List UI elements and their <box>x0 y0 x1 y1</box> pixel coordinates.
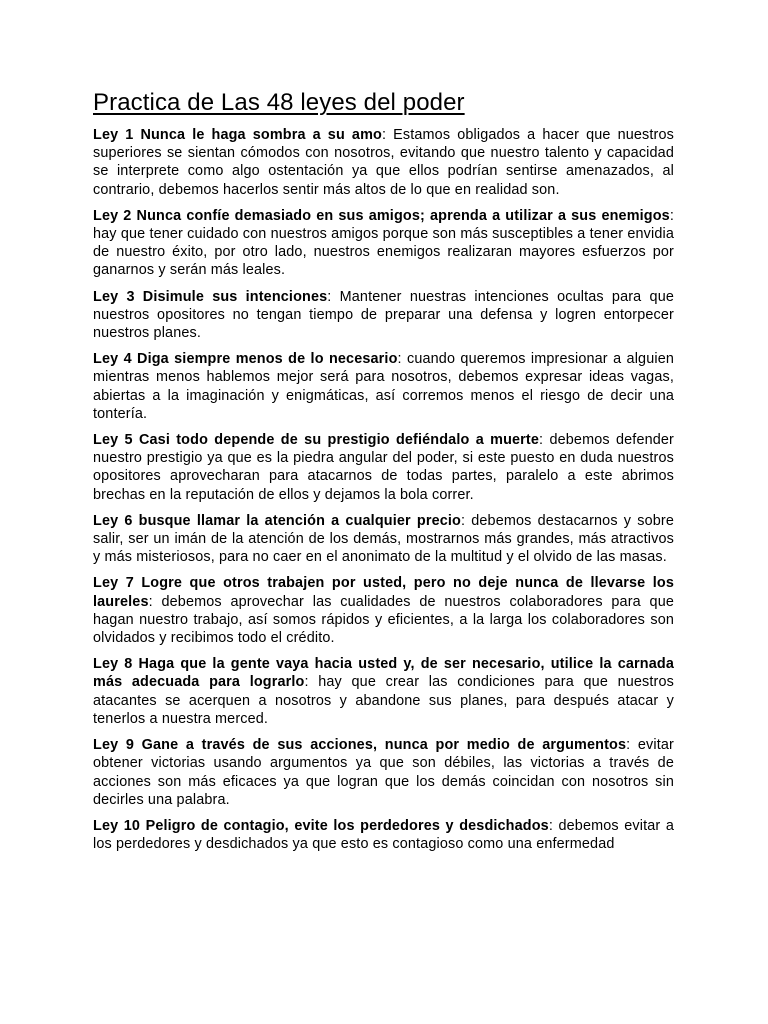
law-heading: Ley 8 Haga que la gente vaya hacia usted y, de ser necesario, utilice la carnada más adecuada para lograrlo <box>93 656 674 691</box>
law-heading: Ley 9 Gane a través de sus acciones, nunca por medio de argumentos <box>93 737 627 754</box>
law-text: hay que tener cuidado con nuestros amigos porque son más susceptibles a tener envidia de nuestro éxito, por otro lado, nuestros enemigos realizaran mayores esfuerzos por ganarnos y serán más leales. <box>93 226 674 279</box>
law-heading: Ley 2 Nunca confíe demasiado en sus amigos; aprenda a utilizar a sus enemigos <box>93 207 670 224</box>
law-heading: Ley 1 Nunca le haga sombra a su amo <box>93 127 382 143</box>
law-paragraph-8 <box>93 655 674 728</box>
law-separator: : <box>148 593 162 610</box>
law-separator: : <box>539 432 550 449</box>
law-paragraph-1 <box>93 126 674 199</box>
law-text: debemos defender nuestro prestigio ya que es la piedra angular del poder, si este puesto en duda nuestros opositores aprovecharan para atacarnos de todas partes, paralelo a este abrimos brechas en la reputación de ellos y dejamos la bola correr. <box>93 432 674 503</box>
law-text: Estamos obligados a hacer que nuestros superiores se sientan cómodos con nosotros, evitando que nuestro talento y capacidad se interprete como algo ostentación ya que ellos podrían sentirse amenazados, al contrario, debemos hacerlos sentir más altos de lo que en realidad son. <box>93 127 674 198</box>
law-separator: : <box>381 127 394 143</box>
law-text: cuando queremos impresionar a alguien mientras menos hablemos mejor será para nosotros, debemos expresar ideas vagas, abiertas a la imaginación y enigmáticas, así corremos menos el riesgo de decir una tontería. <box>93 351 675 422</box>
law-paragraph-7 <box>93 574 674 647</box>
law-separator: : <box>460 512 472 529</box>
law-text: Mantener nuestras intenciones ocultas para que nuestros opositores no tengan tiempo de preparar una defensa y logren entorpecer nuestros planes. <box>93 288 674 342</box>
law-text: debemos evitar a los perdedores y desdichados ya que esto es contagioso como una enfermedad <box>93 817 675 853</box>
law-paragraph-2 <box>93 207 674 280</box>
law-text: hay que crear las condiciones para que nuestros atacantes se acerquen a nosotros y abandone sus planes, para después atacar y tenerlos a nuestra merced. <box>93 674 674 727</box>
law-separator: : <box>327 288 340 305</box>
law-heading: Ley 6 busque llamar la atención a cualquier precio <box>93 512 461 529</box>
law-separator: : <box>304 674 319 691</box>
law-heading: Ley 10 Peligro de contagio, evite los perdedores y desdichados <box>93 817 549 834</box>
law-paragraph-9 <box>93 736 674 809</box>
law-paragraph-3 <box>93 288 674 343</box>
law-separator: : <box>397 351 407 368</box>
law-paragraph-5 <box>93 431 674 504</box>
law-text: evitar obtener victorias usando argumentos ya que son débiles, las victorias a través de acciones son más eficaces ya que logran que los demás coincidan con nosotros sin decirles una palabra. <box>93 737 674 808</box>
law-paragraph-6 <box>93 512 674 567</box>
law-text: debemos aprovechar las cualidades de nuestros colaboradores para que hagan nuestro trabajo, así somos rápidos y eficientes, a la larga los colaboradores son olvidados y recibimos todo el crédito. <box>93 593 675 647</box>
law-heading: Ley 4 Diga siempre menos de lo necesario <box>93 351 398 368</box>
law-separator: : <box>548 817 559 834</box>
law-separator: : <box>626 737 638 754</box>
law-heading: Ley 7 Logre que otros trabajen por usted, pero no deje nunca de llevarse los laureles <box>93 575 674 610</box>
law-text: debemos destacarnos y sobre salir, ser un imán de la atención de los demás, mostrarnos más grandes, más atractivos y más misteriosos, para no caer en el anonimato de la multitud y el olvido de las masas. <box>93 512 674 566</box>
law-paragraph-4 <box>93 350 674 423</box>
document-page <box>93 86 674 861</box>
law-heading: Ley 5 Casi todo depende de su prestigio defiéndalo a muerte <box>93 432 540 449</box>
law-separator: : <box>669 207 674 224</box>
document-title: Practica de Las 48 leyes del poder <box>93 89 465 116</box>
law-paragraph-10 <box>93 817 674 853</box>
law-heading: Ley 3 Disimule sus intenciones <box>93 288 328 305</box>
